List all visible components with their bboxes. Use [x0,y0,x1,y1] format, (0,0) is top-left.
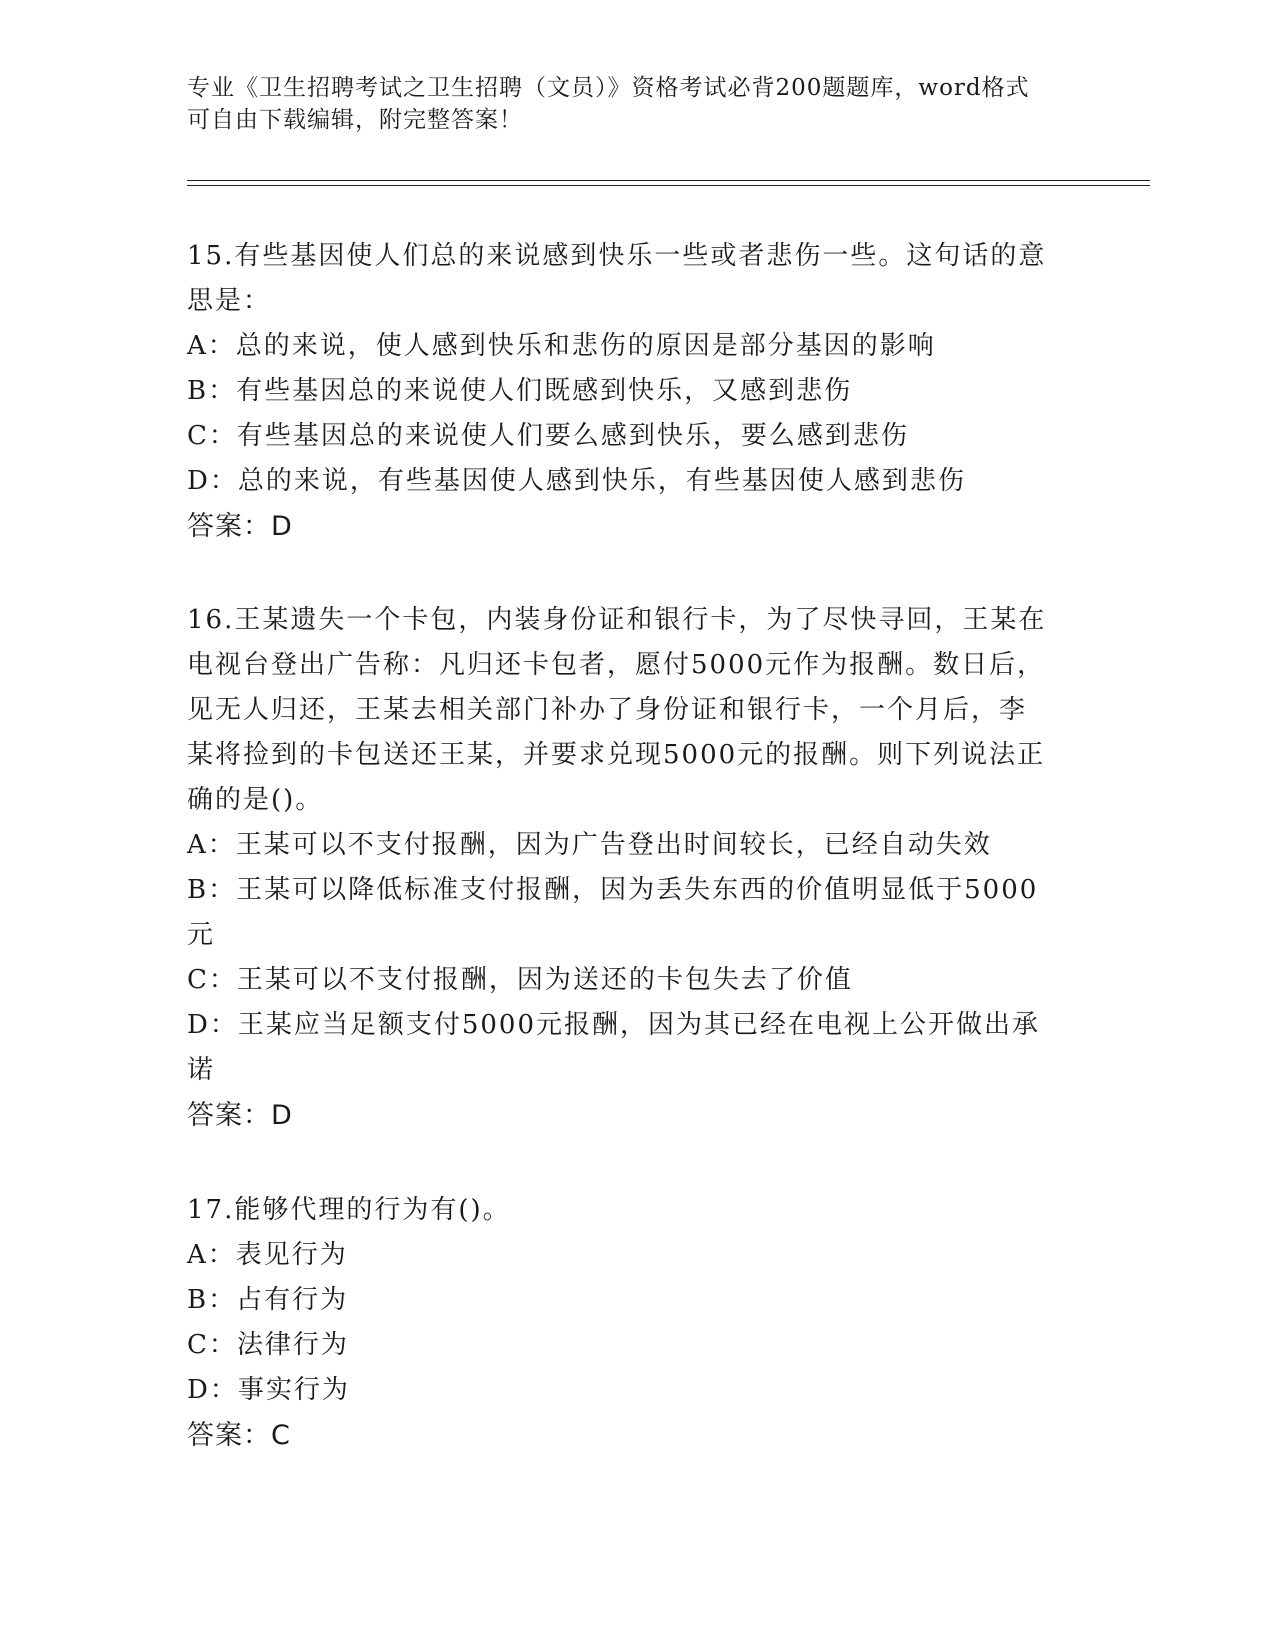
option-d: D：王某应当足额支付5000元报酬，因为其已经在电视上公开做出承 [187,1010,1041,1040]
option-d: D：事实行为 [187,1375,350,1405]
option-a: A：王某可以不支付报酬，因为广告登出时间较长，已经自动失效 [187,830,992,860]
question-text-line: 15.有些基因使人们总的来说感到快乐一些或者悲伤一些。这句话的意 [187,241,1047,271]
question-text-line: 16.王某遗失一个卡包，内装身份证和银行卡，为了尽快寻回，王某在 [187,605,1047,635]
header-line-1: 专业《卫生招聘考试之卫生招聘（文员）》资格考试必背200题题库，word格式 [187,75,1030,101]
question-text-line: 确的是()。 [187,785,324,815]
answer-label: 答案：D [187,511,293,542]
option-b: B：王某可以降低标准支付报酬，因为丢失东西的价值明显低于5000 [187,875,1039,905]
option-d-continued: 诺 [187,1055,216,1085]
header-divider-bottom [187,185,1150,186]
option-c: C：有些基因总的来说使人们要么感到快乐，要么感到悲伤 [187,421,909,451]
question-15 [187,234,1077,549]
question-text-line: 思是： [187,286,272,316]
option-a: A：总的来说，使人感到快乐和悲伤的原因是部分基因的影响 [187,331,936,361]
option-a: A：表见行为 [187,1240,348,1270]
question-text-line: 电视台登出广告称：凡归还卡包者，愿付5000元作为报酬。数日后， [187,650,1046,680]
option-c: C：王某可以不支付报酬，因为送还的卡包失去了价值 [187,965,853,995]
option-b: B：有些基因总的来说使人们既感到快乐，又感到悲伤 [187,376,853,406]
question-text-line: 17.能够代理的行为有()。 [187,1195,511,1225]
document-header [187,72,1067,136]
question-17 [187,1188,1077,1458]
option-d: D：总的来说，有些基因使人感到快乐，有些基因使人感到悲伤 [187,466,966,496]
answer-label: 答案：C [187,1420,291,1451]
option-b: B：占有行为 [187,1285,349,1315]
answer-label: 答案：D [187,1100,293,1131]
header-line-2: 可自由下载编辑，附完整答案！ [187,107,523,133]
question-text-line: 见无人归还，王某去相关部门补办了身份证和银行卡，一个月后，李 [187,695,1028,725]
option-c: C：法律行为 [187,1330,349,1360]
header-divider-top [187,180,1150,181]
question-16 [187,598,1077,1138]
option-b-continued: 元 [187,920,216,950]
question-text-line: 某将捡到的卡包送还王某，并要求兑现5000元的报酬。则下列说法正 [187,740,1046,770]
